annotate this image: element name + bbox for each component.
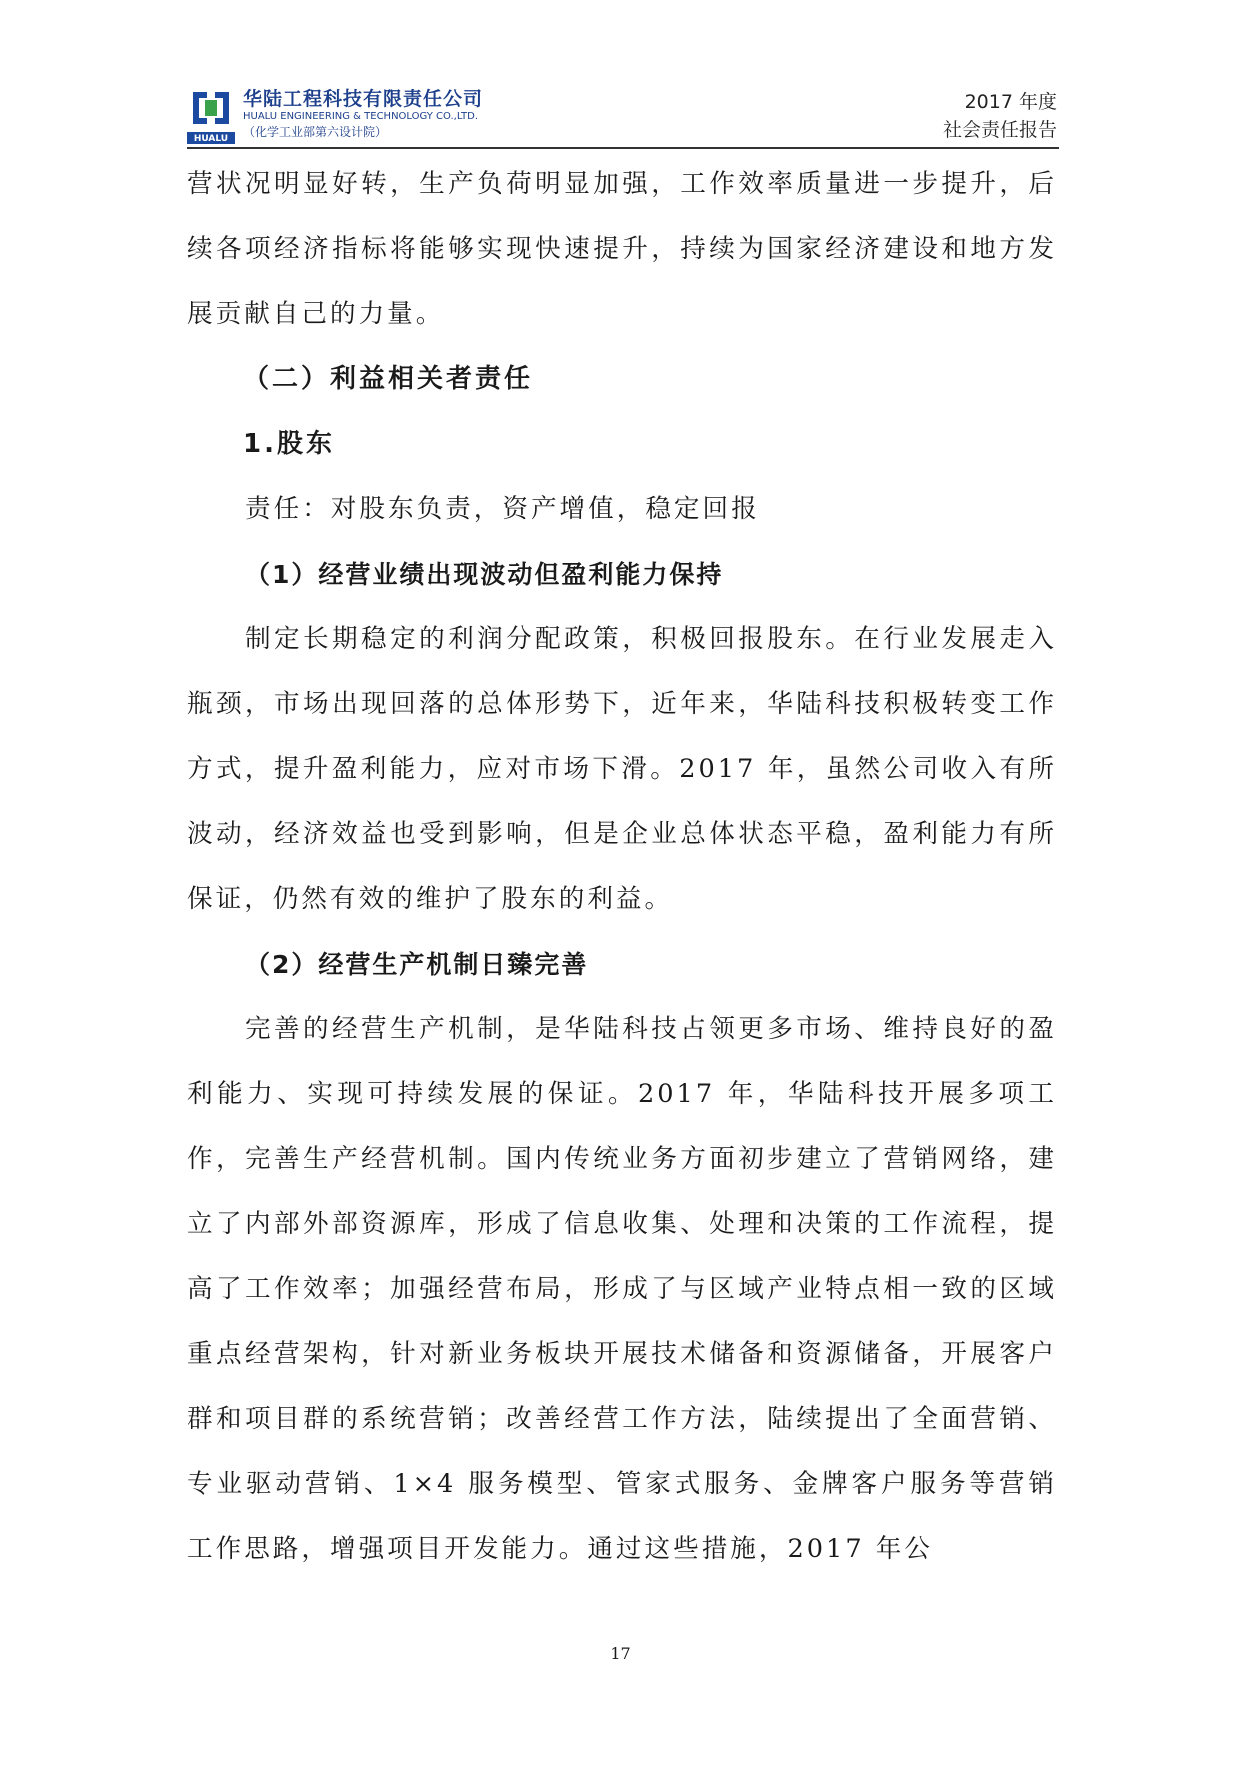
paragraph-responsibility: 责任：对股东负责，资产增值，稳定回报 [245,494,760,524]
paragraph-mechanism: 完善的经营生产机制，是华陆科技占领更多市场、维持良好的盈利能力、实现可持续发展的保证。2017 年，华陆科技开展多项工作，完善生产经营机制。国内传统业务方面初步建立了营销网络，建立了内部外部资源库，形成了信息收集、处理和决策的工作流程，提高了工作效率；加强经营布局，形成了与区域产业特点相一致的区域重点经营架构，针对新业务板块开展技术储备和资源储备，开展客户群和项目群的系统营销；改善经营工作方法，陆续提出了全面营销、专业驱动营销、1×4 服务模型、管家式服务、金牌客户服务等营销工作思路，增强项目开发能力。通过这些措施，2017 年公 [187,1014,1057,1564]
company-institute: （化学工业部第六设计院） [243,125,388,139]
report-info [943,88,1057,144]
hualu-logo [187,84,235,144]
company-name-cn: 华陆工程科技有限责任公司 [243,88,484,110]
heading-mechanism: （2）经营生产机制日臻完善 [245,950,589,979]
company-info [243,88,483,140]
logo-text: HUALU [193,134,229,144]
company-name-en: HUALU ENGINEERING & TECHNOLOGY CO.,LTD. [243,111,479,122]
page-number: 17 [610,1644,631,1663]
heading-performance: （1）经营业绩出现波动但盈利能力保持 [245,560,724,589]
header-divider [187,147,1059,149]
paragraph-intro-continued: 营状况明显好转，生产负荷明显加强，工作效率质量进一步提升，后续各项经济指标将能够实现快速提升，持续为国家经济建设和地方发展贡献自己的力量。 [187,169,1057,329]
page-content [187,152,1057,1582]
report-year: 2017 年度 [964,91,1057,113]
paragraph-performance: 制定长期稳定的利润分配政策，积极回报股东。在行业发展走入瓶颈，市场出现回落的总体形势下，近年来，华陆科技积极转变工作方式，提升盈利能力，应对市场下滑。2017 年，虽然公司收入有所波动，经济效益也受到影响，但是企业总体状态平稳，盈利能力有所保证，仍然有效的维护了股东的利益。 [187,624,1057,914]
section-heading-stakeholders: （二）利益相关者责任 [243,364,534,394]
report-title: 社会责任报告 [942,119,1057,141]
page-header [187,84,1057,146]
subsection-heading-shareholders: 1.股东 [243,429,335,459]
